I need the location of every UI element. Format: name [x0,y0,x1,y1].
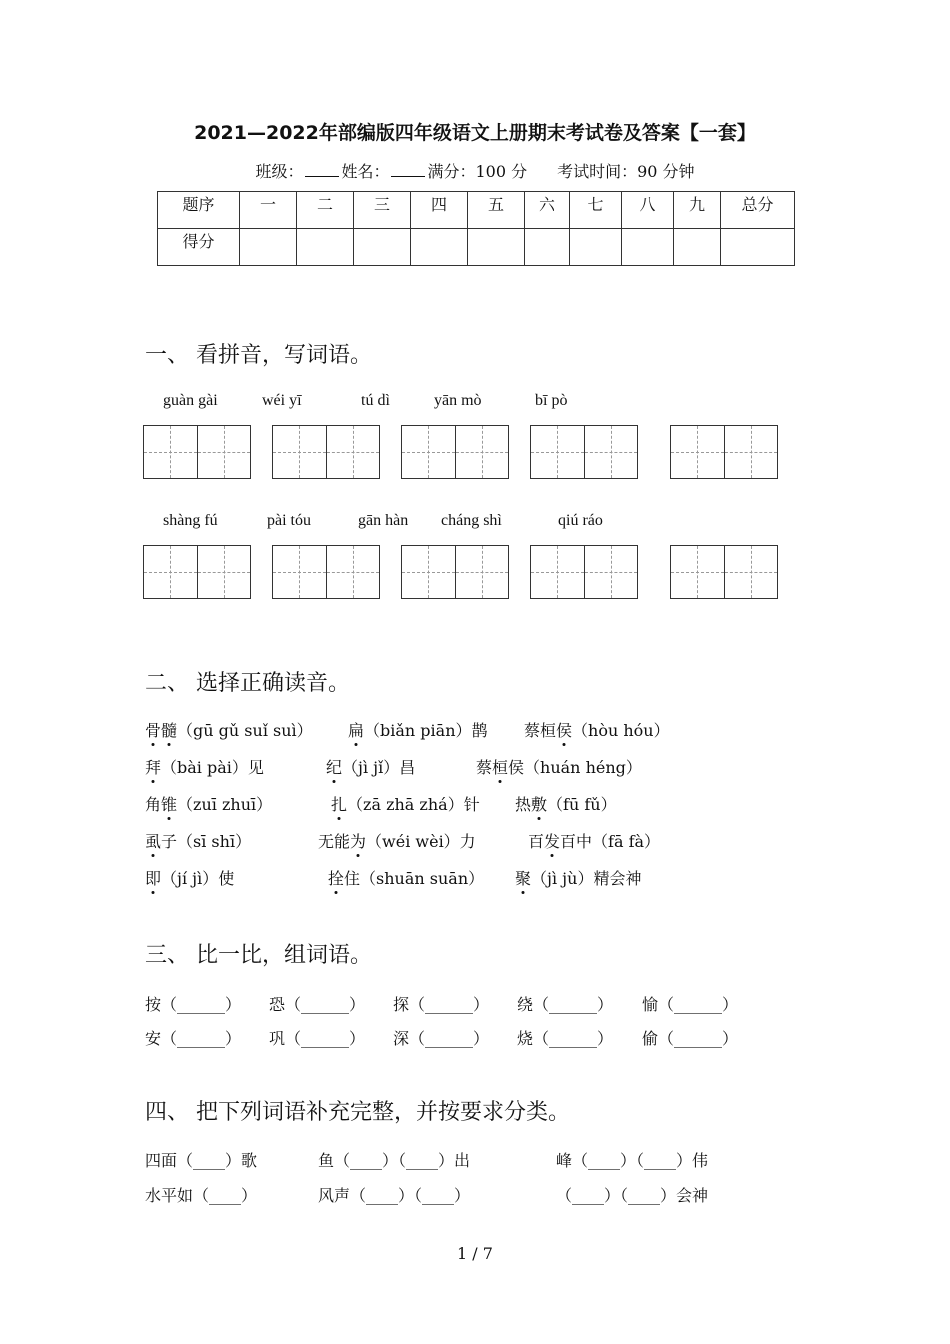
dotted-char: 为 [350,829,366,852]
score-input-cell[interactable] [297,229,354,266]
reading-item [528,829,660,852]
writing-grid[interactable] [143,425,251,479]
compare-item[interactable]: 巩（______） [269,1029,366,1048]
reading-item [145,866,234,889]
compare-item[interactable]: 深（______） [393,1029,490,1048]
reading-options: （biǎn piān）鹊 [364,721,488,740]
reading-options: 子（sī shī） [161,832,252,851]
exam-title: 2021—2022年部编版四年级语文上册期末考试卷及答案【一套】 [194,122,756,144]
compare-item[interactable]: 安（______） [145,1029,242,1048]
reading-item [524,718,670,741]
compare-item[interactable]: 恐（______） [269,995,366,1014]
pinyin-label: gān hàn [358,512,409,529]
compare-item[interactable]: 探（______） [393,995,490,1014]
score-input-cell[interactable] [721,229,795,266]
writing-grid[interactable] [670,545,778,599]
score-input-cell[interactable] [570,229,622,266]
reading-item [515,866,641,889]
name-blank[interactable] [391,162,425,177]
writing-grid[interactable] [272,425,380,479]
reading-options: （zuī zhuī） [177,795,273,814]
score-header-cell: 九 [674,192,721,229]
compare-item[interactable]: 烧（______） [517,1029,614,1048]
plain-text: 蔡桓 [524,721,557,740]
plain-text: 百 [528,832,545,851]
writing-grid[interactable] [670,425,778,479]
idiom-item[interactable]: （____）（____）会神 [556,1186,709,1205]
reading-item [476,755,642,778]
section4-heading: 四、 把下列词语补充完整，并按要求分类。 [145,1100,570,1125]
full-score: 满分：100 分 [427,162,528,181]
compare-item[interactable]: 按（______） [145,995,242,1014]
score-table-header-row [158,192,795,229]
reading-item [326,755,415,778]
score-header-cell: 一 [240,192,297,229]
pinyin-label: wéi yī [262,392,302,409]
reading-options: （zā zhā zhá）针 [347,795,480,814]
dotted-char: 拜 [145,755,161,778]
pinyin-label: cháng shì [441,512,502,529]
dotted-char: 桓 [492,755,508,778]
dotted-char: 敷 [531,792,547,815]
pinyin-label: bī pò [535,392,568,409]
reading-item [328,866,484,889]
reading-options: （jì jǐ）昌 [342,758,416,777]
reading-options: （gū gǔ suǐ suì） [177,721,313,740]
dotted-char: 骨 [145,718,161,741]
dotted-char: 即 [145,866,161,889]
score-input-cell[interactable] [354,229,411,266]
score-row-label: 得分 [158,229,240,266]
score-header-cell: 五 [468,192,525,229]
reading-options: （bài pài）见 [161,758,264,777]
dotted-char: 锥 [161,792,177,815]
section3-heading: 三、 比一比，组词语。 [145,943,372,968]
plain-text: 角 [145,795,162,814]
dotted-char: 扎 [331,792,347,815]
score-input-cell[interactable] [411,229,468,266]
writing-grid[interactable] [530,425,638,479]
score-input-cell[interactable] [240,229,297,266]
idiom-item[interactable]: 风声（____）（____） [318,1186,471,1205]
section1-heading: 一、 看拼音，写词语。 [145,343,372,368]
dotted-char: 聚 [515,866,531,889]
reading-item [331,792,480,815]
exam-time: 考试时间：90 分钟 [557,162,695,181]
score-header-cell: 总分 [721,192,795,229]
compare-item[interactable]: 愉（______） [642,995,739,1014]
dotted-char: 虱 [145,829,161,852]
class-blank[interactable] [305,162,339,177]
score-input-cell[interactable] [674,229,721,266]
score-table [157,191,795,266]
reading-options: 百中（fā fà） [560,832,661,851]
reading-item [145,718,313,741]
score-header-cell: 三 [354,192,411,229]
score-table-score-row [158,229,795,266]
dotted-char: 发 [544,829,560,852]
name-label: 姓名： [341,162,390,181]
plain-text: 热 [515,795,532,814]
pinyin-label: yān mò [434,392,482,409]
score-input-cell[interactable] [525,229,570,266]
reading-item [145,829,251,852]
dotted-char: 侯 [556,718,572,741]
reading-options: （jì jù）精会神 [531,869,642,888]
pinyin-label: pài tóu [267,512,311,529]
pinyin-label: qiú ráo [558,512,603,529]
reading-item [515,792,617,815]
plain-text: 蔡 [476,758,493,777]
compare-item[interactable]: 偷（______） [642,1029,739,1048]
idiom-item[interactable]: 鱼（____）（____）出 [318,1151,471,1170]
reading-item [145,792,272,815]
writing-grid[interactable] [272,545,380,599]
dotted-char: 髓 [161,718,177,741]
reading-item [318,829,476,852]
idiom-item[interactable]: 四面（____）歌 [145,1151,258,1170]
reading-options: （jí jì）使 [161,869,235,888]
class-label: 班级： [255,162,304,181]
pinyin-label: shàng fú [163,512,218,529]
dotted-char: 拴 [328,866,344,889]
writing-grid[interactable] [143,545,251,599]
score-input-cell[interactable] [622,229,674,266]
pinyin-label: guàn gài [163,392,218,409]
dotted-char: 纪 [326,755,342,778]
writing-grid[interactable] [401,545,509,599]
idiom-item[interactable]: 峰（____）（____）伟 [556,1151,709,1170]
score-header-cell: 四 [411,192,468,229]
reading-options: （fū fǔ） [547,795,617,814]
pinyin-label: tú dì [361,392,390,409]
idiom-item[interactable]: 水平如（____） [145,1186,258,1205]
writing-grid[interactable] [401,425,509,479]
score-header-cell: 七 [570,192,622,229]
score-header-cell: 题序 [158,192,240,229]
reading-options: 住（shuān suān） [344,869,485,888]
reading-options: 侯（huán héng） [508,758,642,777]
score-header-cell: 二 [297,192,354,229]
exam-meta [0,159,950,182]
page-number: 1 / 7 [457,1244,493,1263]
reading-item [145,755,264,778]
reading-options: （hòu hóu） [572,721,670,740]
section2-heading: 二、 选择正确读音。 [145,671,350,696]
dotted-char: 扁 [348,718,364,741]
compare-item[interactable]: 绕（______） [517,995,614,1014]
reading-options: （wéi wèi）力 [366,832,476,851]
plain-text: 无能 [318,832,351,851]
score-input-cell[interactable] [468,229,525,266]
score-header-cell: 八 [622,192,674,229]
reading-item [348,718,488,741]
score-header-cell: 六 [525,192,570,229]
writing-grid[interactable] [530,545,638,599]
